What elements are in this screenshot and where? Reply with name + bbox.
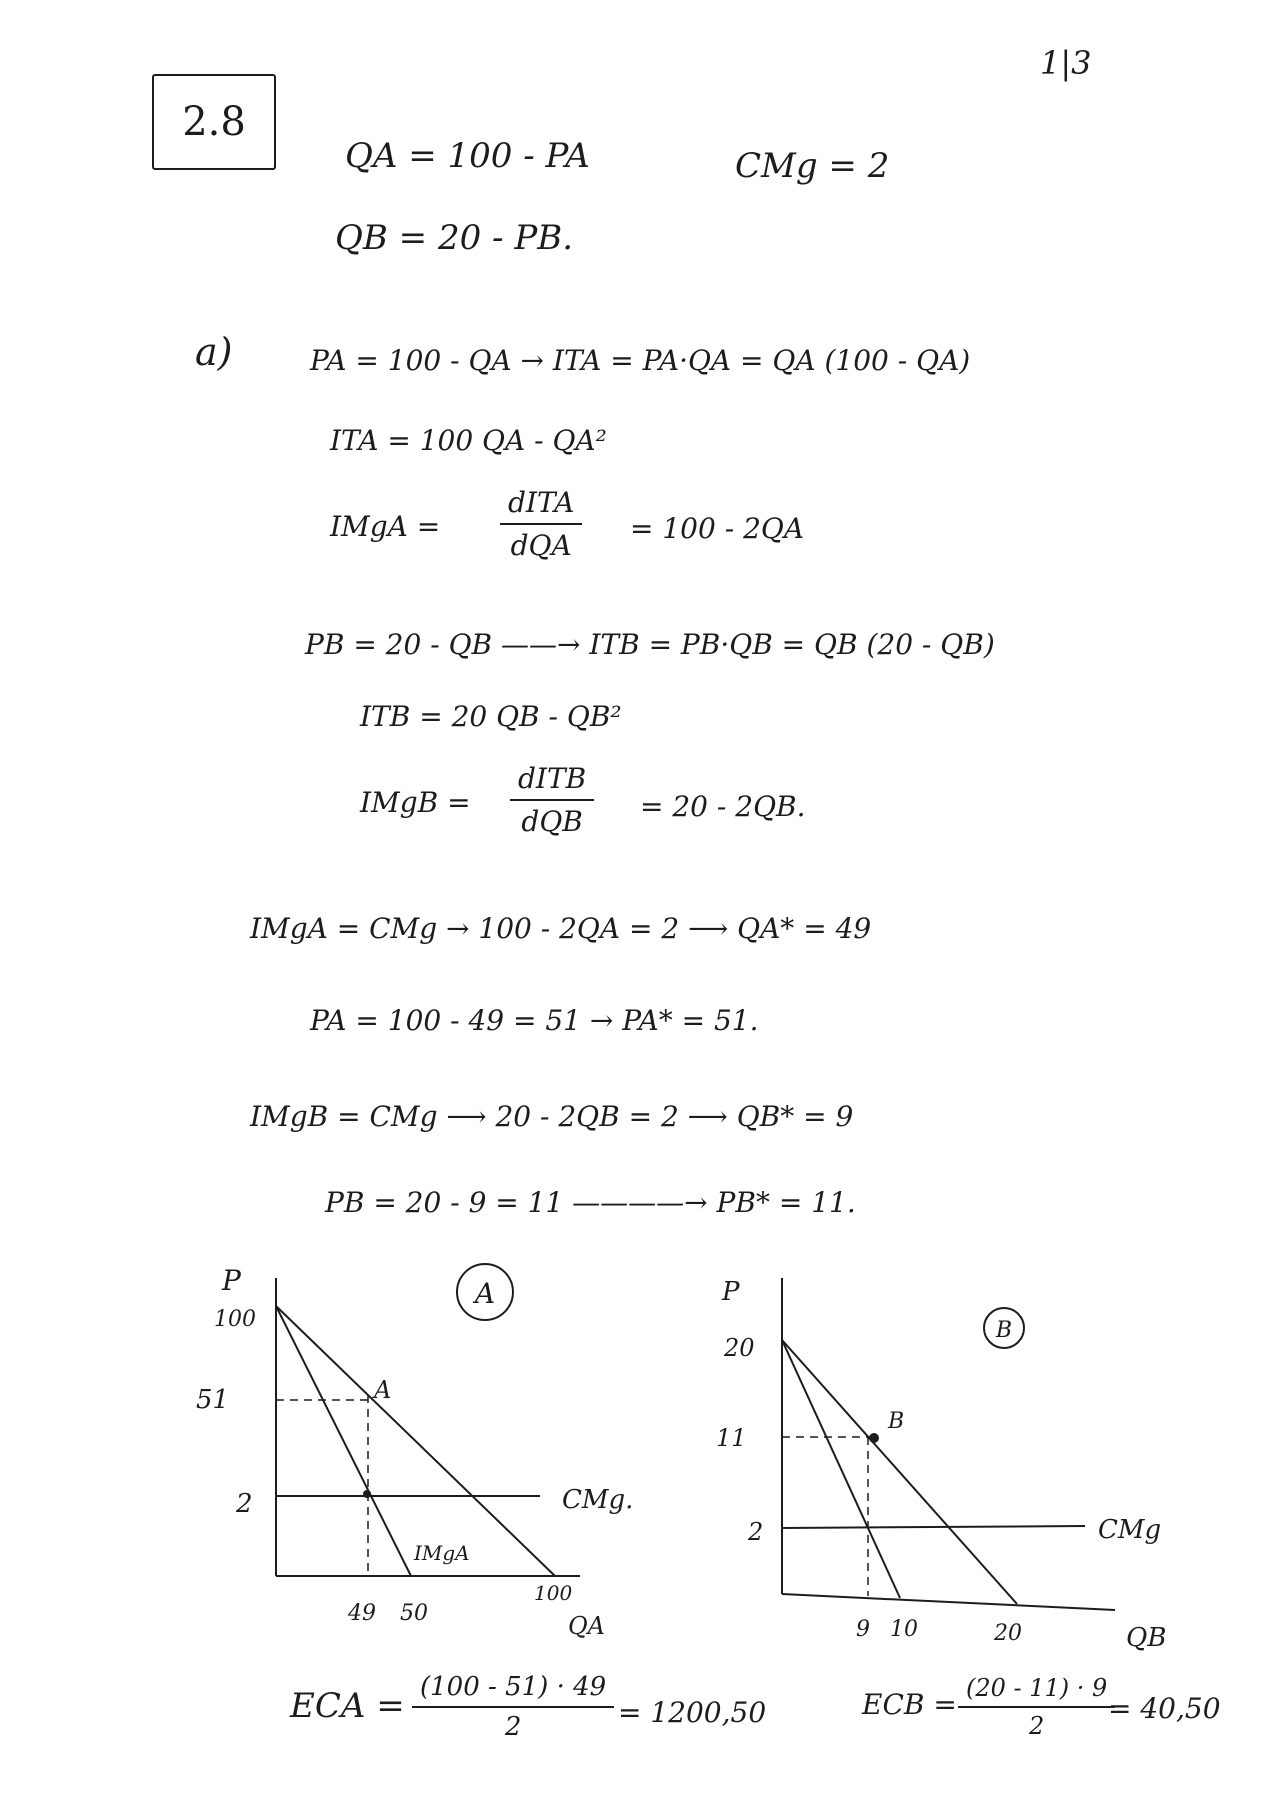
img-a-denominator: dQA xyxy=(510,529,572,562)
graph-a-mr-label: IMgA xyxy=(414,1541,470,1565)
eca-numerator: (100 - 51) · 49 xyxy=(420,1672,607,1702)
graph-b-point-label: B xyxy=(888,1409,905,1434)
equilibrium-b-condition: IMgB = CMg ⟶ 20 - 2QB = 2 ⟶ QB* = 9 xyxy=(250,1100,854,1133)
img-b-numerator: dITB xyxy=(518,762,587,795)
eca-rhs: = 1200,50 xyxy=(618,1696,767,1729)
graph-b-y-tick-20: 20 xyxy=(724,1334,755,1362)
eca-fraction xyxy=(412,1672,614,1742)
ecb-lhs: ECB = xyxy=(862,1688,957,1721)
pa-line: PA = 100 - QA → ITA = PA·QA = QA (100 - QA) xyxy=(310,344,971,377)
demand-b-equation: QB = 20 - PB. xyxy=(335,218,573,258)
part-a-label: a) xyxy=(195,330,233,374)
eca-lhs: ECA = xyxy=(290,1686,405,1726)
graph-a-circle-label: A xyxy=(474,1277,496,1310)
graph-b-demand-line xyxy=(782,1340,1017,1604)
img-a-numerator: dITA xyxy=(508,486,575,519)
equilibrium-a-price: PA = 100 - 49 = 51 → PA* = 51. xyxy=(310,1004,759,1037)
graph-a-x-tick-50: 50 xyxy=(400,1601,428,1626)
ecb-fraction xyxy=(958,1674,1115,1740)
img-b-rhs: = 20 - 2QB. xyxy=(640,790,806,823)
graph-a-mc-label: CMg. xyxy=(562,1485,634,1515)
page-number: 1|3 xyxy=(1040,44,1092,82)
itb-line: ITB = 20 QB - QB² xyxy=(360,700,622,733)
marginal-cost-equation: CMg = 2 xyxy=(735,146,890,186)
fraction-bar xyxy=(958,1706,1115,1708)
eca-denominator: 2 xyxy=(504,1712,522,1742)
graph-a-y-axis-label: P xyxy=(222,1264,241,1297)
graph-b-circle-label: B xyxy=(995,1318,1013,1343)
graph-b-x-axis xyxy=(782,1594,1115,1610)
graph-b-x-axis-label: QB xyxy=(1126,1623,1167,1653)
graph-a-y-tick-2: 2 xyxy=(236,1489,253,1519)
img-b-lhs: IMgB = xyxy=(360,786,471,819)
ecb-denominator: 2 xyxy=(1029,1712,1045,1740)
equilibrium-a-condition: IMgA = CMg → 100 - 2QA = 2 ⟶ QA* = 49 xyxy=(250,912,872,945)
ecb-rhs: = 40,50 xyxy=(1108,1692,1221,1725)
graph-b-mc-line xyxy=(782,1526,1085,1528)
graph-b-x-tick-9: 9 xyxy=(856,1617,870,1642)
problem-number: 2.8 xyxy=(182,99,246,145)
pb-line: PB = 20 - QB ——→ ITB = PB·QB = QB (20 - QB) xyxy=(305,628,995,661)
graph-a-x-tick-100: 100 xyxy=(534,1581,573,1605)
ecb-numerator: (20 - 11) · 9 xyxy=(966,1674,1108,1702)
img-a-lhs: IMgA = xyxy=(330,510,441,543)
graph-a-y-tick-100: 100 xyxy=(214,1307,256,1332)
graph-b-mc-label: CMg xyxy=(1098,1515,1162,1545)
equilibrium-b-price: PB = 20 - 9 = 11 ————→ PB* = 11. xyxy=(325,1186,856,1219)
graph-a-y-tick-51: 51 xyxy=(196,1385,230,1415)
graph-a-x-tick-49: 49 xyxy=(348,1601,376,1626)
graph-b-x-tick-10: 10 xyxy=(890,1617,918,1642)
demand-a-equation: QA = 100 - PA xyxy=(345,136,590,176)
img-a-rhs: = 100 - 2QA xyxy=(630,512,805,545)
img-b-denominator: dQB xyxy=(521,805,583,838)
ita-line: ITA = 100 QA - QA² xyxy=(330,424,607,457)
graph-b-equilibrium-point xyxy=(869,1433,879,1443)
graph-a-x-axis-label: QA xyxy=(568,1612,606,1640)
graph-a-point-label: A xyxy=(374,1376,392,1404)
fraction-bar xyxy=(412,1706,614,1708)
graph-b-x-tick-20: 20 xyxy=(994,1621,1022,1646)
graph-b-y-axis-label: P xyxy=(722,1277,740,1307)
graph-b-mr-line xyxy=(782,1340,900,1598)
graph-b-y-tick-11: 11 xyxy=(716,1424,747,1452)
graph-b-y-tick-2: 2 xyxy=(748,1518,764,1546)
